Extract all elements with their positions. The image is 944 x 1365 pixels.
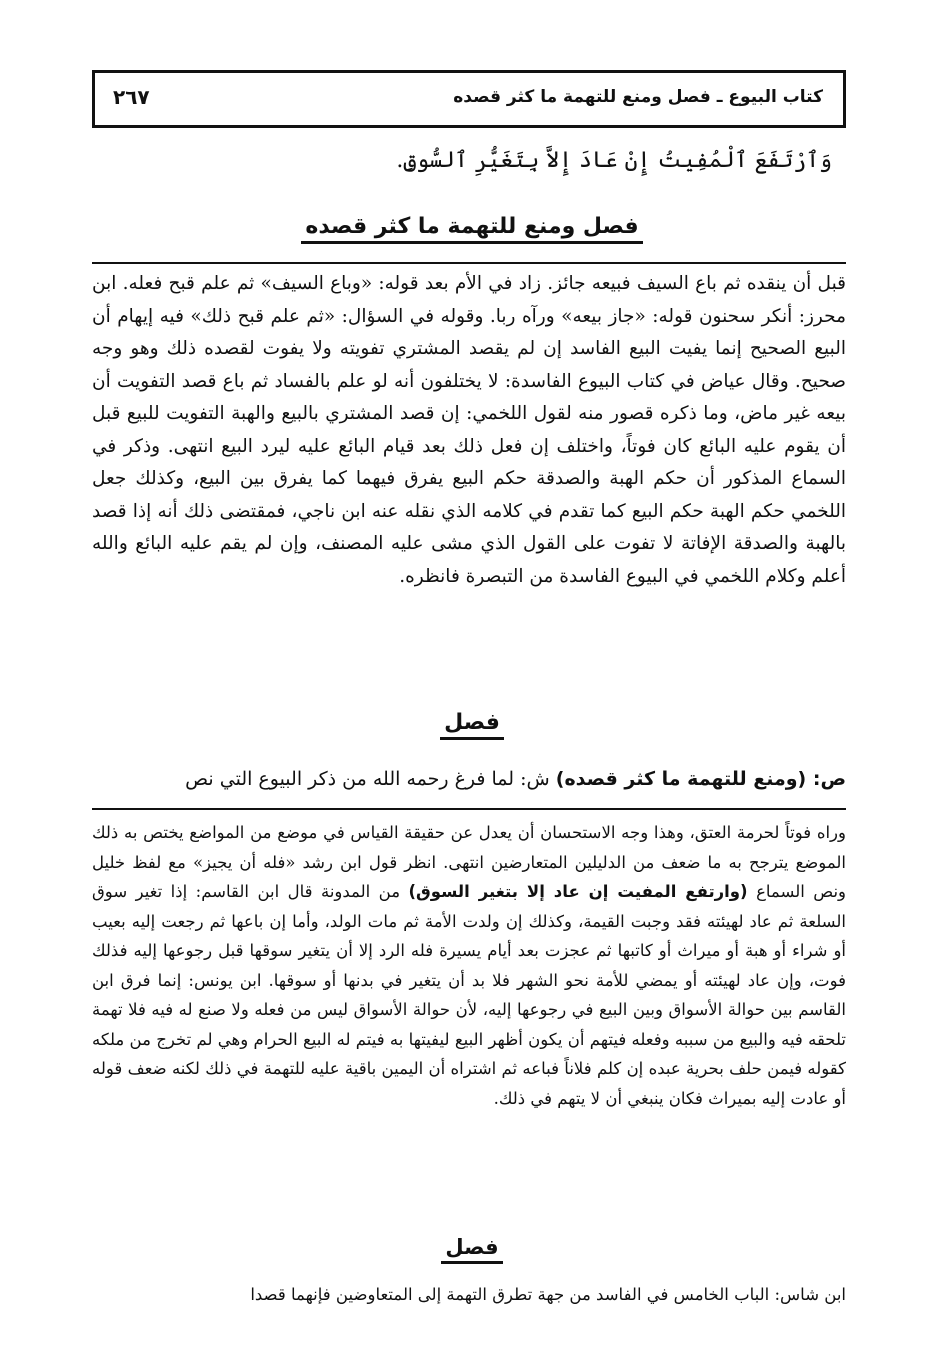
section-heading-2 — [0, 710, 944, 740]
section-heading-3 — [0, 1235, 944, 1264]
main-text-line — [92, 762, 846, 796]
footnote-divider — [92, 808, 846, 810]
header-title: كتاب البيوع ـ فصل ومنع للتهمة ما كثر قصده — [453, 87, 823, 107]
section-heading-1 — [0, 214, 944, 244]
commentary-paragraph: قبل أن ينقده ثم باع السيف فبيعه جائز. زاد في الأم بعد قوله: «وباع السيف» ثم علم قبح فعله. ابن محرز: أنكر سحنون قوله: «جاز بيعه» ورآه ربا. وقوله في السؤال: «ثم علم قبح ذلك» فيه إيهام أن البيع الصحيح إنما يفيت البيع الفاسد إن لم يقصد المشتري تفويته ولا يفوت لقصده ذلك وهو وجه صحيح. وقال عياض في كتاب البيوع الفاسدة: لا يختلفون أنه لو علم بالفساد ثم باع قصد التفويت أن بيعه غير ماض، وما ذكره قصور منه لقول اللخمي: إن قصد المشتري بالبيع والهبة التفويت للبيع قبل أن يقوم عليه البائع كان فوتاً، واختلف إن فعل ذلك بعد قيام البائع عليه ليرد البيع انتهى. وذكر في السماع المذكور أن حكم الهبة والصدقة حكم البيع يفرق فيهما كما يفرق بين البيع، وكذلك جعل اللخمي حكم الهبة حكم البيع كما تقدم في كلامه الذي نقله عنه ابن ناجي، فمقتضى ذلك أنه إذا قصد بالهبة والصدقة الإفاتة لا تفوت على القول الذي مشى عليه المصنف، وإن لم يقم عليه البائع والله أعلم وكلام اللخمي في البيوع الفاسدة من التبصرة فانظره. — [92, 273, 846, 587]
heading-divider — [92, 262, 846, 264]
final-text-line: ابن شاس: الباب الخامس في الفاسد من جهة تطرق التهمة إلى المتعاوضين فإنهما قصدا — [250, 1285, 846, 1304]
section-heading-1-text: فصل ومنع للتهمة ما كثر قصده — [301, 214, 642, 244]
section-heading-2-text: فصل — [440, 710, 504, 740]
footnote-part-1: وراه فوتاً لحرمة العتق، وهذا وجه الاستحسان أن يعدل عن حقيقة القياس في موضع من المواضع يختص به ذلك الموضع يترجح به ما ضعف من الدليلين المتعارضين انتهى. انظر قول ابن رشد «فله أن يجيز» مع لفظ خليل ونص السماع — [92, 823, 847, 901]
running-header — [92, 70, 846, 128]
matn-verse: وَٱرْتَفَعَ ٱلْمُفِيتُ إِنْ عَادَ إِلاَّ بِتَغَيُّرِ ٱلسُّوقِ. — [396, 148, 832, 173]
section-heading-3-text: فصل — [441, 1235, 502, 1264]
footnote-quoted-matn: (وارتفع المفيت إن عاد إلا بتغير السوق) — [408, 882, 748, 901]
main-text-label: ص: (ومنع للتهمة ما كثر قصده) — [555, 768, 846, 790]
page-number: ٢٦٧ — [113, 85, 150, 109]
footnote-paragraph — [92, 818, 846, 1113]
footnote-part-2: من المدونة قال ابن القاسم: إذا تغير سوق السلعة ثم عاد لهيئته فقد وجبت القيمة، وكذلك إن ولدت الأمة ثم مات الولد، وأما إن باعها ثم رجعت إليه بعيب أو شراء أو هبة أو ميراث أو كاتبها ثم عجزت بعد أيام يسيرة فله الرد إلا أن يتغير سوقها قبل رجوعها إليه فذلك فوت، وإن عاد لهيئته أو يمضي للأمة نحو الشهر فلا بد أن يتغير في بدنها أو سوقها. ابن يونس: إنما فرق ابن القاسم بين حوالة الأسواق وبين البيع في رجوعها إليه، لأن حوالة الأسواق ليس من فعله ولا صنع له فيه فلا تهمة تلحقه فيه والبيع من سببه وفعله فيتهم أن يكون أظهر البيع ليفيتها به فيتم له البيع الحرام وهي لم تخرج من ملكه كقوله فيمن حلف بحرية عبده إن كلم فلاناً فباعه ثم اشتراه أن اليمين باقية عليه للتهمة في ذلك لكنه ضعف قوله أو عادت إليه بميراث فكان ينبغي أن لا يتهم في ذلك. — [92, 882, 846, 1108]
main-text-body: ش: لما فرغ رحمه الله من ذكر البيوع التي نص — [185, 768, 550, 790]
